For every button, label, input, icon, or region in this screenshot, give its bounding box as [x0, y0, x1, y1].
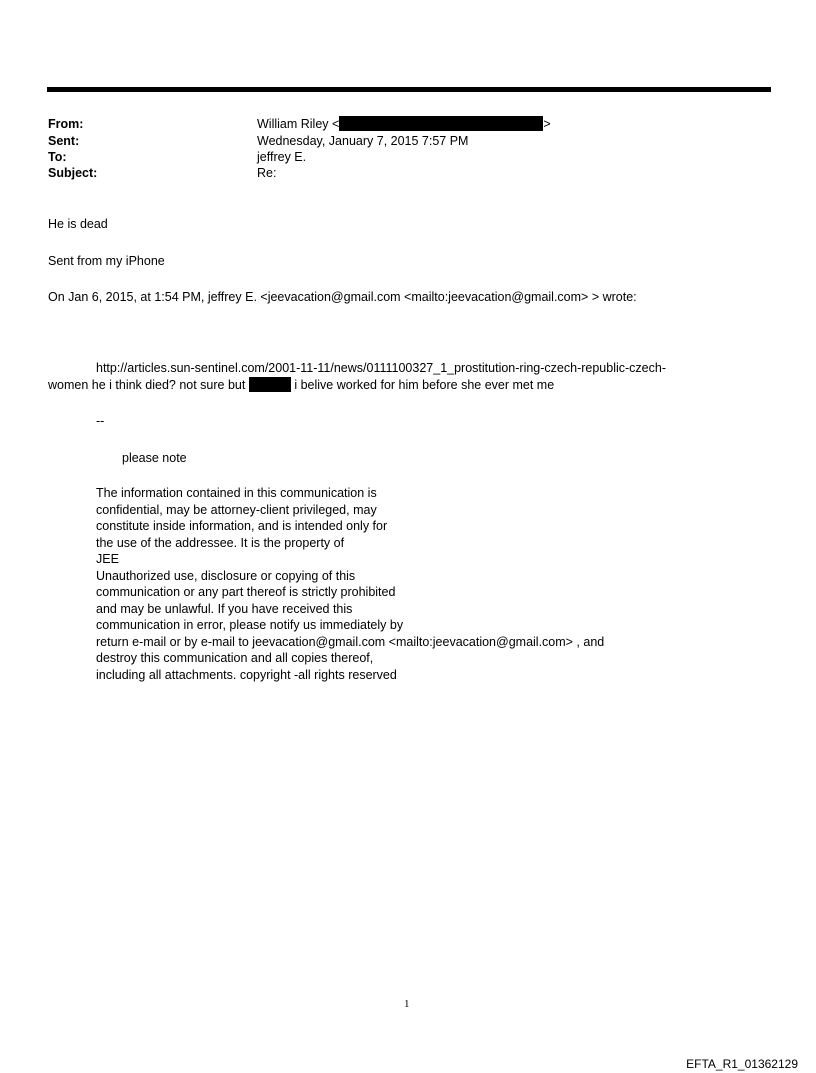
redaction-box [339, 116, 543, 131]
disclaimer-line: communication or any part thereof is strictly prohibited [96, 585, 396, 599]
disclaimer-line: and may be unlawful. If you have received this [96, 601, 353, 616]
from-value [257, 116, 551, 132]
page-number: 1 [404, 998, 410, 1010]
disclaimer-line: including all attachments. copyright -all rights reserved [96, 667, 397, 682]
sender-name: William Riley < [257, 117, 340, 131]
from-label: From: [48, 117, 84, 131]
reply-text: He is dead [48, 217, 108, 231]
message-text-a: women he i think died? not sure but [48, 378, 246, 392]
disclaimer-line: the use of the addressee. It is the property of [96, 535, 345, 550]
signature: Sent from my iPhone [48, 254, 165, 268]
subject-label: Subject: [48, 166, 98, 180]
message-text-b: i belive worked for him before she ever met me [294, 378, 555, 392]
redaction-box [249, 377, 291, 392]
disclaimer [96, 485, 604, 683]
from-close: > [543, 117, 551, 131]
disclaimer-line: confidential, may be attorney-client privileged, may [96, 502, 377, 517]
disclaimer-line: return e-mail or by e-mail to jeevacation@gmail.com <mailto:jeevacation@gmail.com> , and [96, 634, 605, 649]
signature-dashes: -- [96, 414, 105, 428]
article-url: http://articles.sun-sentinel.com/2001-11-11/news/0111100327_1_prostitution-ring-czech-republic-czech- [96, 361, 666, 375]
sent-value: Wednesday, January 7, 2015 7:57 PM [257, 134, 469, 148]
to-label: To: [48, 150, 67, 164]
please-note: please note [122, 451, 187, 465]
message-line [48, 377, 554, 393]
sent-label: Sent: [48, 134, 80, 148]
quote-intro: On Jan 6, 2015, at 1:54 PM, jeffrey E. <jeevacation@gmail.com <mailto:jeevacation@gmail.com> > wrote: [48, 290, 637, 304]
disclaimer-line: JEE [96, 552, 119, 566]
document-id: EFTA_R1_01362129 [686, 1057, 798, 1071]
disclaimer-line: The information contained in this communication is [96, 486, 377, 500]
disclaimer-line: Unauthorized use, disclosure or copying of this [96, 568, 356, 583]
disclaimer-line: destroy this communication and all copies thereof, [96, 651, 374, 665]
to-value: jeffrey E. [257, 150, 307, 164]
header-rule [47, 87, 771, 92]
disclaimer-line: communication in error, please notify us immediately by [96, 618, 404, 632]
disclaimer-line: constitute inside information, and is intended only for [96, 519, 388, 533]
subject-value: Re: [257, 166, 277, 180]
